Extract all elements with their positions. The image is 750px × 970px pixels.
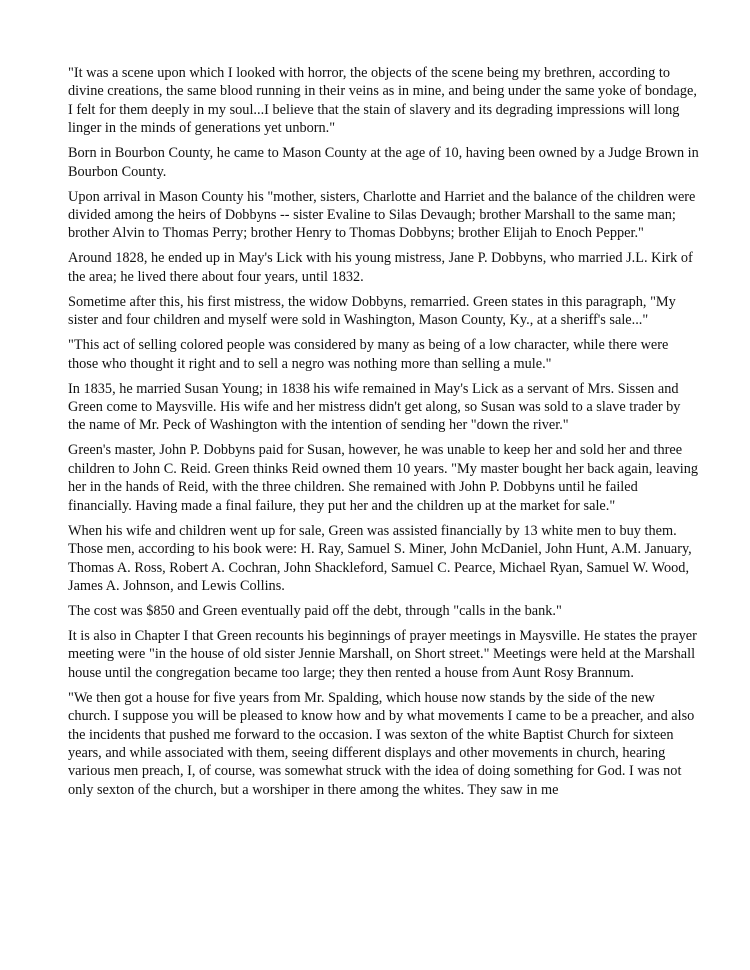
- paragraph-quote-preacher: "We then got a house for five years from Mr. Spalding, which house now stands by the side of the new church. I suppose you will be pleased to know how and by what movements I came to be a preacher, and also the incidents that pushed me forward to the occasion. I was sexton of the white Baptist Church for sixteen years, and while associated with them, seeing different displays and other movements in church, hearing various men preach, I, of course, was somewhat struck with the idea of doing something for God. I was not only sexton of the church, but a worshiper in there among the whites. They saw in me: [68, 689, 695, 798]
- paragraph-marriage: In 1835, he married Susan Young; in 1838 his wife remained in May's Lick as a servant of Mrs. Sissen and Green come to Maysville. His wife and her mistress didn't get along, so Susan was sold to a slave trader by the name of Mr. Peck of Washington with the intention of sending her "down the river.": [68, 380, 681, 434]
- paragraph-white-men: When his wife and children went up for sale, Green was assisted financially by 13 white men to buy them. Those men, according to his book were: H. Ray, Samuel S. Miner, John McDaniel, John Hunt, A.M. January, Thomas A. Ross, Robert A. Cochran, John Shackleford, Samuel C. Pearce, Michael Ryan, Samuel W. Wood, James A. Johnson, and Lewis Collins.: [68, 522, 692, 594]
- paragraph-cost: The cost was $850 and Green eventually paid off the debt, through "calls in the bank.": [68, 602, 562, 619]
- paragraph-birth: Born in Bourbon County, he came to Mason County at the age of 10, having been owned by a Judge Brown in Bourbon County.: [68, 145, 699, 180]
- paragraph-prayer-meetings: It is also in Chapter I that Green recounts his beginnings of prayer meetings in Maysville. He states the prayer meeting were "in the house of old sister Jennie Marshall, on Short street." Meetings were held at the Marshall house until the congregation became too large; they then rented a house from Aunt Rosy Brannum.: [68, 627, 697, 681]
- paragraph-sheriff-sale: Sometime after this, his first mistress, the widow Dobbyns, remarried. Green states in this paragraph, "My sister and four children and myself were sold in Washington, Mason County, Ky., at a sheriff's sale...": [68, 293, 676, 329]
- paragraph-quote-selling: "This act of selling colored people was considered by many as being of a low character, while there were those who thought it right and to sell a negro was nothing more than selling a mule.": [68, 337, 669, 372]
- paragraph-arrival-mason: Upon arrival in Mason County his "mother, sisters, Charlotte and Harriet and the balance of the children were divided among the heirs of Dobbyns -- sister Evaline to Silas Devaugh; brother Marshall to the same man; brother Alvin to Thomas Perry; brother Henry to Thomas Dobbyns; brother Elijah to Enoch Pepper.": [68, 188, 696, 242]
- paragraph-mays-lick: Around 1828, he ended up in May's Lick with his young mistress, Jane P. Dobbyns, who married J.L. Kirk of the area; he lived there about four years, until 1832.: [68, 250, 693, 285]
- document-body: [68, 64, 700, 806]
- paragraph-quote-horror: "It was a scene upon which I looked with horror, the objects of the scene being my brethren, according to divine creations, the same blood running in their veins as in mine, and being under the same yoke of bondage, I felt for them deeply in my soul...I believe that the stain of slavery and its degrading impressions will long linger in the minds of generations yet unborn.": [68, 65, 697, 137]
- paragraph-master-paid: Green's master, John P. Dobbyns paid for Susan, however, he was unable to keep her and sold her and three children to John C. Reid. Green thinks Reid owned them 10 years. "My master bought her back again, leaving her in the hands of Reid, with the three children. She remained with John P. Dobbyns until he failed financially. Having made a final failure, they put her and the children up at the market for sale.": [68, 442, 698, 514]
